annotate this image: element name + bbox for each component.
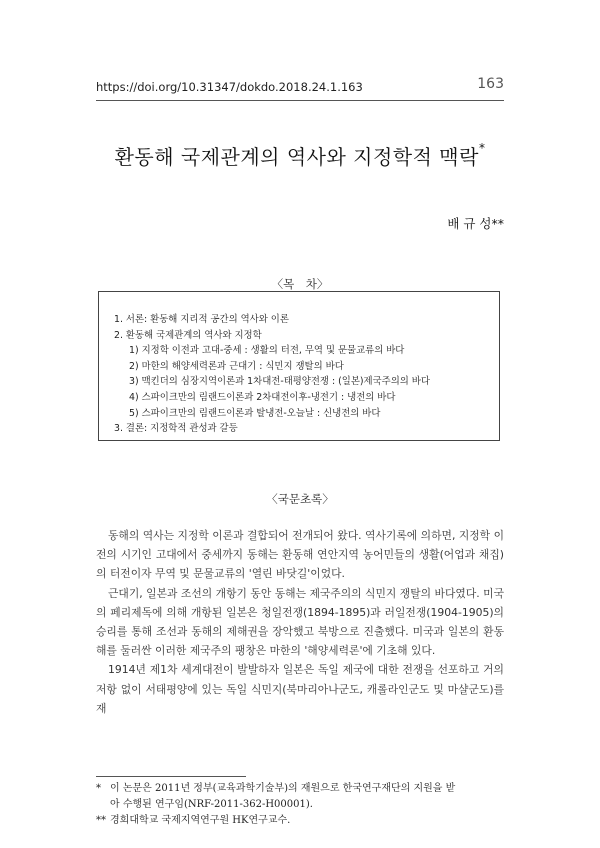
footnote-mark: * [96,783,101,794]
page-number: 163 [477,76,504,92]
table-of-contents [114,312,430,437]
toc-item: 3. 결론: 지정학적 관성과 갈등 [114,423,238,435]
header-rule [96,100,504,101]
abstract-paragraph: 근대기, 일본과 조선의 개항기 동안 동해는 제국주의의 식민지 쟁탈의 바다였다. 미국의 페리제독에 의해 개항된 일본은 청일전쟁(1894-1895)과 러일전쟁(1904-1905)의 승리를 통해 조선과 동해의 제해권을 장악했고 북방으로 진출했다. 미국과 일본의 환동해를 둘러싼 이러한 제국주의 팽창은 마한의 '해양세력론'에 기초해 있다. [96,586,504,658]
toc-subitem: 3) 맥킨더의 심장지역이론과 1차대전-태평양전쟁 : (일본)제국주의의 바다 [129,376,430,388]
footnote-line: 이 논문은 2011년 정부(교육과학기술부)의 재원으로 한국연구재단의 지원을 받 [110,783,456,794]
article-title [0,141,600,170]
abstract-paragraph: 1914년 제1차 세계대전이 발발하자 일본은 독일 제국에 대한 전쟁을 선포하고 거의 저항 없이 서태평양에 있는 독일 식민지(북마리아나군도, 캐롤라인군도 및 마샬군도)를 재 [96,663,504,715]
footnote-funding [96,781,508,813]
abstract-paragraph: 동해의 역사는 지정학 이론과 결합되어 전개되어 왔다. 역사기록에 의하면, 지정학 이전의 시기인 고대에서 중세까지 동해는 환동해 연안지역 농어민들의 생활(어업과 채집)의 터전이자 무역 및 문물교류의 '열린 바닷길'이었다. [96,529,504,581]
author-name: 배 규 성** [447,216,504,231]
footnote-mark: ** [96,815,106,826]
toc-item: 2. 환동해 국제관계의 역사와 지정학 [114,329,262,341]
toc-subitem: 1) 지정학 이전과 고대-중세 : 생활의 터전, 무역 및 문물교류의 바다 [129,345,405,357]
abstract-heading: 〈국문초록〉 [266,492,334,506]
doi-link[interactable]: https://doi.org/10.31347/dokdo.2018.24.1.163 [96,80,363,94]
abstract-body [96,526,504,718]
footnote-rule [96,776,246,777]
title-text: 환동해 국제관계의 역사와 지정학적 맥락 [114,145,479,169]
toc-subitem: 5) 스파이크만의 림랜드이론과 탈냉전-오늘날 : 신냉전의 바다 [129,407,381,419]
toc-heading: 〈목 차〉 [271,277,329,291]
footnote-line: 아 수행된 연구임(NRF-2011-362-H00001). [110,799,313,810]
toc-subitem: 4) 스파이크만의 림랜드이론과 2차대전이후-냉전기 : 냉전의 바다 [129,391,396,403]
footnote-line: 경희대학교 국제지역연구원 HK연구교수. [110,815,291,826]
toc-subitem: 2) 마한의 해양세력론과 근대기 : 식민지 쟁탈의 바다 [129,360,344,372]
toc-item: 1. 서론: 환동해 지리적 공간의 역사와 이론 [114,314,289,325]
footnote-affiliation [96,813,508,829]
title-footnote-mark: * [478,141,486,156]
